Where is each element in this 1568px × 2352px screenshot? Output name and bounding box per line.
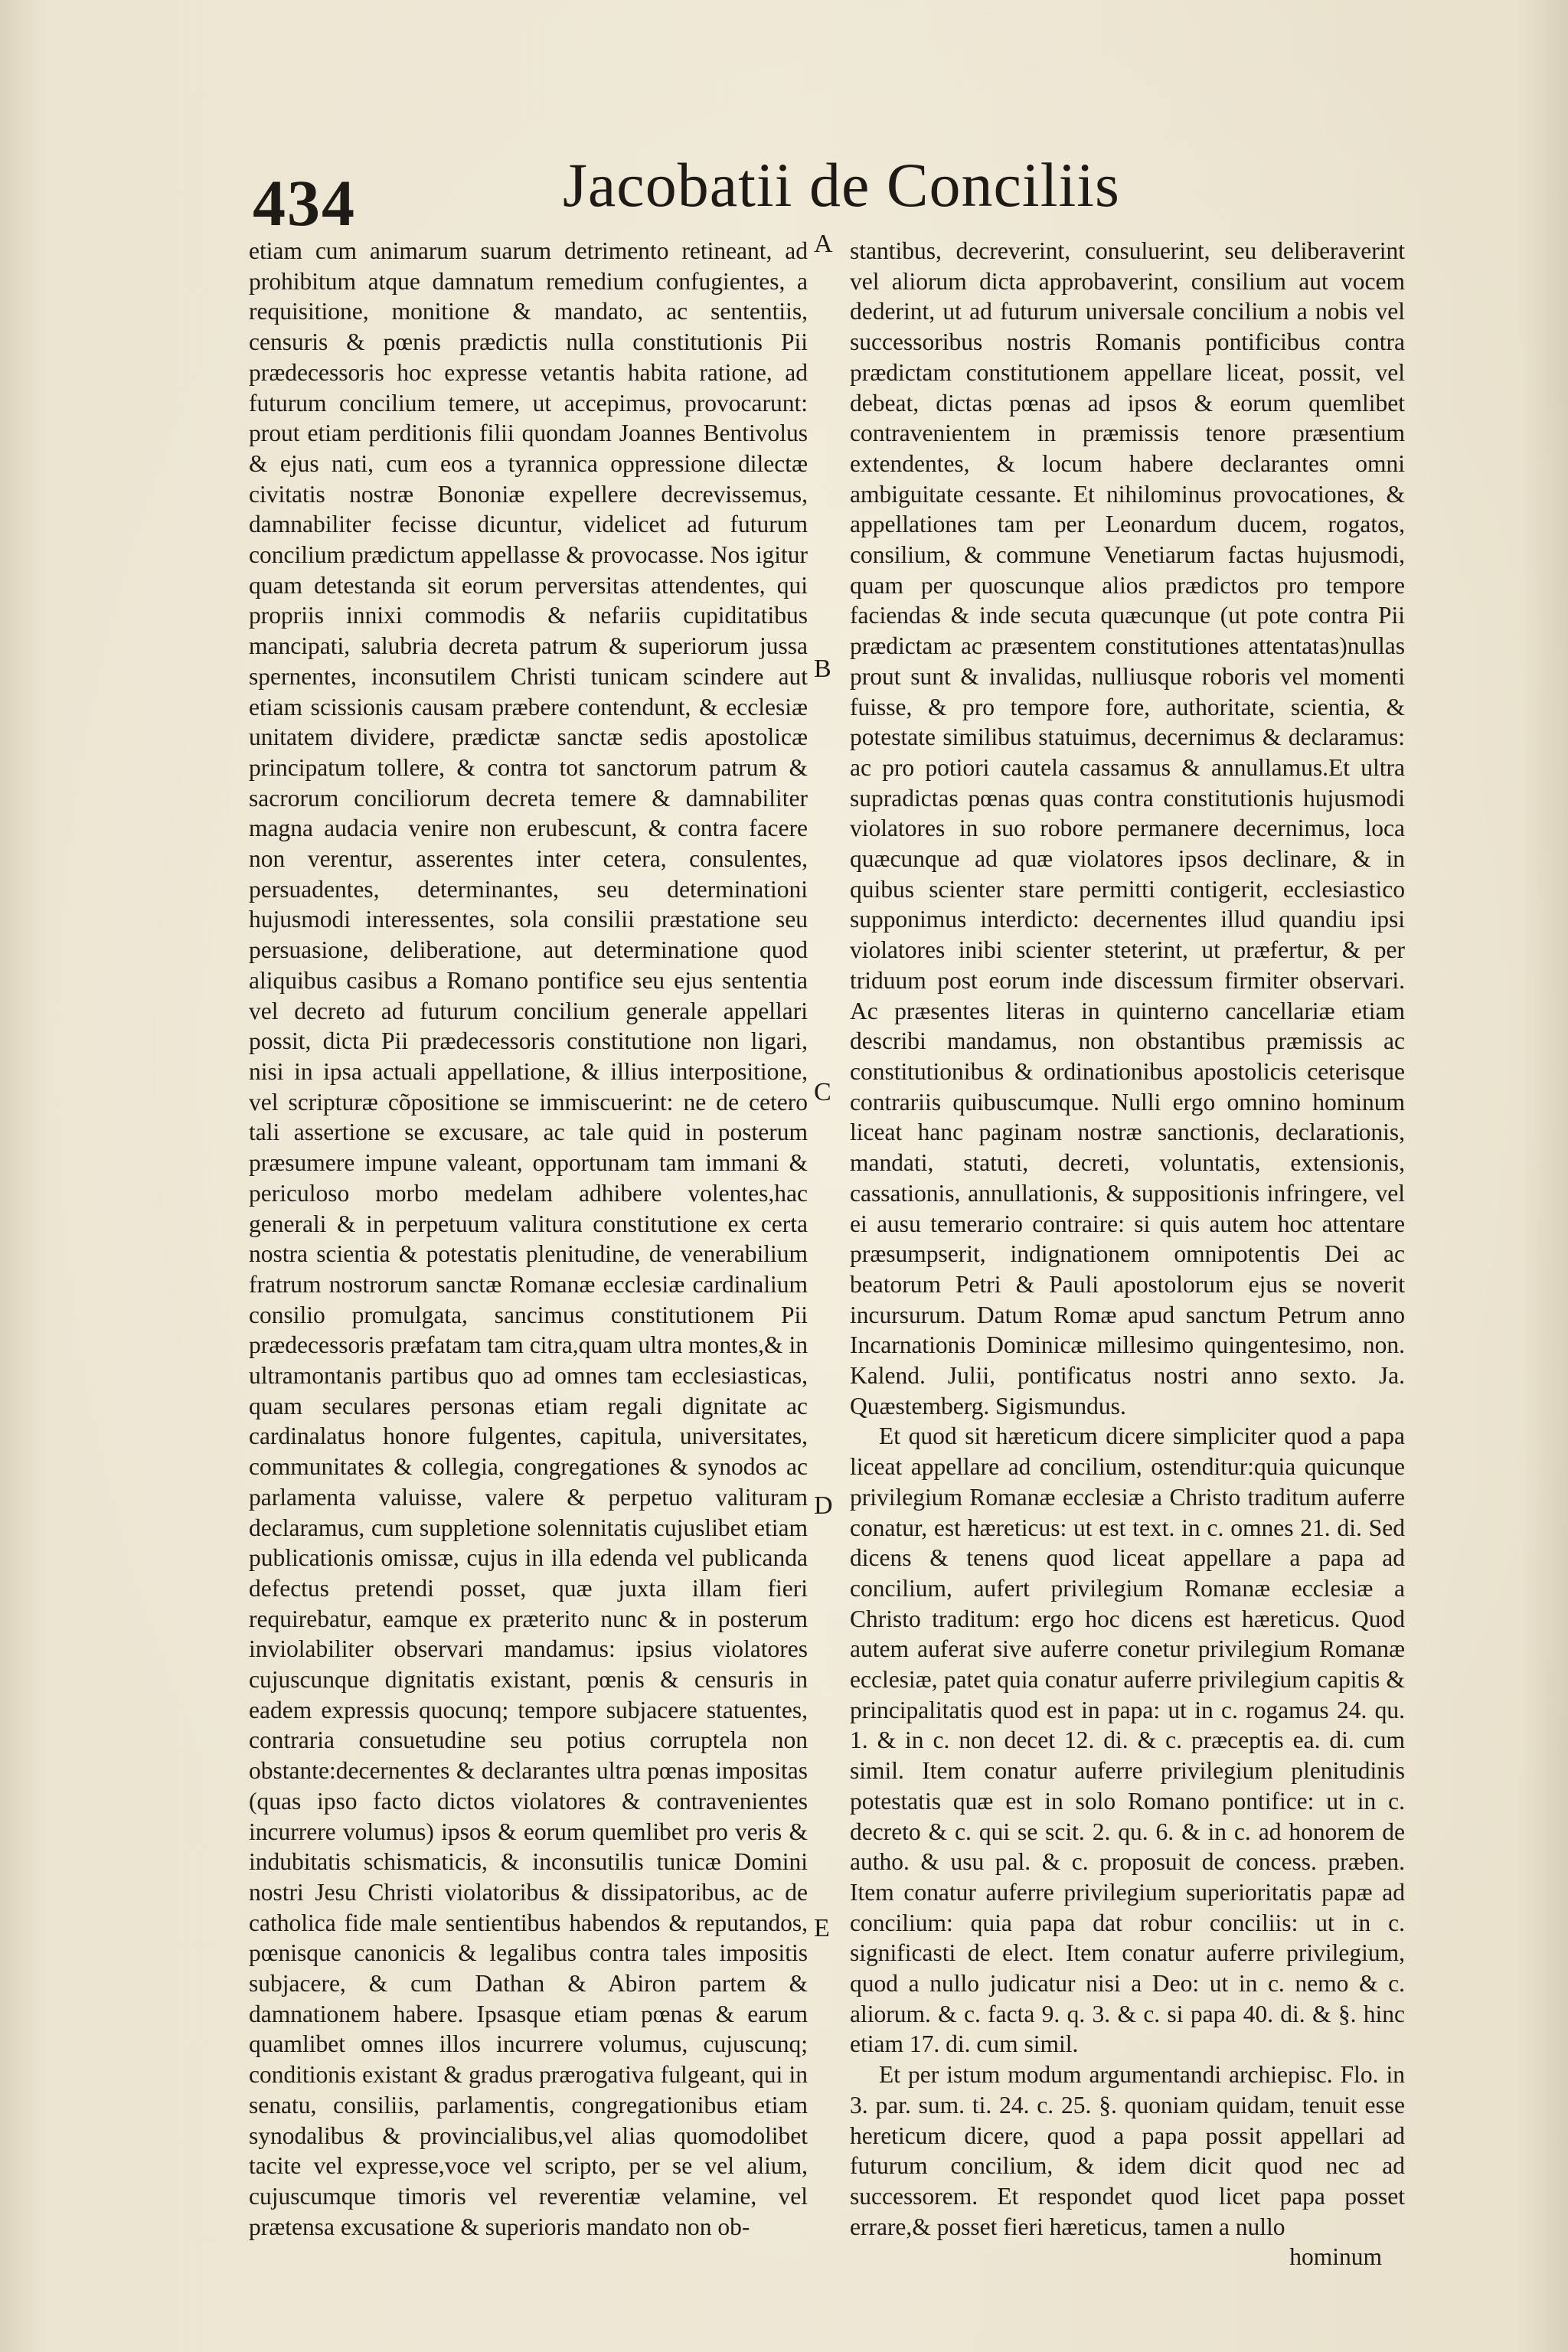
running-title: Jacobatii de Conciliis	[563, 150, 1120, 220]
left-column	[249, 236, 808, 2242]
margin-letter-d: D	[814, 1491, 833, 1520]
right-column-bull-ending: stantibus, decreverint, consuluerint, seu deliberaverint vel aliorum dicta approbaverint, consilium aut vocem dederint, ut ad futurum universale concilium a nobis vel successoribus nostris Romanis pontificibus contra prædictam constitutionem appellare liceat, possit, vel debeat, dictas pœnas ad ipsos & eorum quemlibet contravenientem in præmissis tenore præsentium extendentes, & locum habere declarantes omni ambiguitate cessante. Et nihilominus provocationes, & appellationes tam per Leonardum ducem, rogatos, consilium, & commune Venetiarum factas hujusmodi, quam per quoscunque alios prædictos pro tempore faciendas & inde secuta quæcunque (ut pote contra Pii prædictam ac præsentem constitutiones attentatas)nullas prout sunt & invalidas, nulliusque roboris vel momenti fuisse, & pro tempore fore, authoritate, scientia, & potestate similibus statuimus, decernimus & declaramus: ac pro potiori cautela cassamus & annullamus.Et ultra supradictas pœnas quas contra constitutionis hujusmodi violatores in suo robore permanere decernimus, loca quæcunque ad quæ violatores ipsos declinare, & in quibus scienter stare permitti contigerit, ecclesiastico supponimus interdicto: decernentes illud quandiu ipsi violatores inibi scienter steterint, ut præfertur, & per triduum post eorum inde discessum firmiter observari. Ac præsentes literas in quinterno cancellariæ etiam describi mandamus, non obstantibus præmissis ac constitutionibus & ordinationibus apostolicis ceterisque contrariis quibuscumque. Nulli ergo omnino hominum liceat hanc paginam nostræ sanctionis, declarationis, mandati, statuti, decreti, voluntatis, extensionis, cassationis, annullationis, & suppositionis infringere, vel ei ausu temerario contraire: si quis autem hoc attentare præsumpserit, indignationem omnipotentis Dei ac beatorum Petri & Pauli apostolorum ejus se noverit incursurum. Datum Romæ apud sanctum Petrum anno Incarnationis Dominicæ millesimo quingentesimo, non. Kalend. Julii, pontificatus nostri anno sexto. Ja. Quæstemberg. Sigismundus.	[850, 237, 1405, 1419]
margin-letter-c: C	[814, 1078, 831, 1106]
page-number: 434	[253, 166, 356, 240]
margin-letter-b: B	[814, 655, 831, 683]
left-column-text: etiam cum animarum suarum detrimento retineant, ad prohibitum atque damnatum remedium confugientes, a requisitione, monitione & mandato, ac sententiis, censuris & pœnis prædictis nulla constitutionis Pii prædecessoris hoc expresse vetantis habita ratione, ad futurum concilium temere, ut accepimus, provocarunt: prout etiam perditionis filii quondam Joannes Bentivolus & ejus nati, cum eos a tyrannica oppressione dilectæ civitatis nostræ Bononiæ expellere decrevissemus, damnabiliter fecisse dicuntur, videlicet ad futurum concilium prædictum appellasse & provocasse. Nos igitur quam detestanda sit eorum perversitas attendentes, qui propriis innixi commodis & nefariis cupiditatibus mancipati, salubria decreta patrum & superiorum jussa spernentes, inconsutilem Christi tunicam scindere aut etiam scissionis causam præbere contendunt, & ecclesiæ unitatem dividere, prædictæ sanctæ sedis apostolicæ principatum tollere, & contra tot sanctorum patrum & sacrorum conciliorum decreta temere & damnabiliter magna audacia venire non erubescunt, & contra facere non verentur, asserentes inter cetera, consulentes, persuadentes, determinantes, seu determinationi hujusmodi interessentes, sola consilii præstatione seu persuasione, deliberatione, aut determinatione quod aliquibus casibus a Romano pontifice seu ejus sententia vel decreto ad futurum concilium generale appellari possit, dicta Pii prædecessoris constitutione non ligari, nisi in ipsa actuali appellatione, & illius interpositione, vel scripturæ cõpositione se immiscuerint: ne de cetero tali assertione se excusare, ac tale quid in posterum præsumere impune valeant, opportunam tam immani & periculoso morbo medelam adhibere volentes,hac generali & in perpetuum valitura constitutione ex certa nostra scientia & potestatis plenitudine, de venerabilium fratrum nostrorum sanctæ Romanæ ecclesiæ cardinalium consilio promulgata, sancimus constitutionem Pii prædecessoris præfatam tam citra,quam ultra montes,& in ultramontanis partibus quo ad omnes tam ecclesiasticas, quam seculares personas etiam regali dignitate ac cardinalatus honore fulgentes, capitula, universitates, communitates & collegia, congregationes & synodos ac parlamenta valuisse, valere & perpetuo valituram declaramus, cum suppletione solennitatis cujuslibet etiam publicationis omissæ, cujus in illa edenda vel publicanda defectus pretendi posset, quæ juxta illam fieri requirebatur, eamque ex præterito nunc & in posterum inviolabiliter observari mandamus: ipsius violatores cujuscunque dignitatis existant, pœnis & censuris in eadem expressis quocunq; tempore subjacere statuentes, contraria consuetudine seu potius corruptela non obstante:decernentes & declarantes ultra pœnas impositas (quas ipso facto dictos violatores & contravenientes incurrere volumus) ipsos & eorum quemlibet pro veris & indubitatis schismaticis, & inconsutilis tunicæ Domini nostri Jesu Christi violatoribus & dissipatoribus, ac de catholica fide male sentientibus habendos & reputandos, pœnisque canonicis & legalibus contra tales impositis subjacere, & cum Dathan & Abiron partem & damnationem habere. Ipsasque etiam pœnas & earum quamlibet omnes illos incurrere volumus, cujuscunq; conditionis existant & gradus prærogativa fulgeant, qui in senatu, consiliis, parlamentis, congregationibus etiam synodalibus & provincialibus,vel alias quomodolibet tacite vel expresse,voce vel scripto, per se vel alium, cujuscumque timoris vel reverentiæ velamine, vel prætensa excusatione & superioris mandato non ob-	[249, 237, 808, 2240]
right-column	[850, 236, 1405, 2272]
margin-letter-a: A	[814, 230, 833, 258]
right-column-heresy-argument: Et quod sit hæreticum dicere simpliciter quod a papa liceat appellare ad concilium, ostenditur:quia quicunque privilegium Romanæ ecclesiæ a Christo traditum auferre conatur, est hæreticus: ut est text. in c. omnes 21. di. Sed dicens & tenens quod liceat appellare a papa ad concilium, aufert privilegium Romanæ ecclesiæ a Christo traditum: ergo hoc dicens est hæreticus. Quod autem auferat sive auferre conetur privilegium Romanæ ecclesiæ, patet quia conatur auferre privilegium capitis & principalitatis quod est in papa: ut in c. rogamus 24. qu. 1. & in c. non decet 12. di. & c. præceptis ea. di. cum simil. Item conatur auferre privilegium plenitudinis potestatis quæ est in solo Romano pontifice: ut in c. decreto & c. qui se scit. 2. qu. 6. & in c. ad honorem de autho. & usu pal. & c. proposuit de concess. præben. Item conatur auferre privilegium superioritatis papæ ad concilium: quia papa dat robur conciliis: ut in c. significasti de elect. Item conatur auferre privilegium, quod a nullo judicatur nisi a Deo: ut in c. nemo & c. aliorum. & c. facta 9. q. 3. & c. si papa 40. di. & §. hinc etiam 17. di. cum simil.	[850, 1423, 1405, 2058]
catchword: hominum	[1289, 2243, 1382, 2271]
margin-letter-e: E	[814, 1914, 830, 1942]
right-column-archbishop-argument: Et per istum modum argumentandi archiepisc. Flo. in 3. par. sum. ti. 24. c. 25. §. quoniam quidam, tenuit esse hereticum dicere, quod a papa possit appellari ad futurum concilium, & idem dicit quod nec ad successorem. Et respondet quod licet papa posset errare,& posset fieri hæreticus, tamen a nullo	[850, 2061, 1405, 2240]
